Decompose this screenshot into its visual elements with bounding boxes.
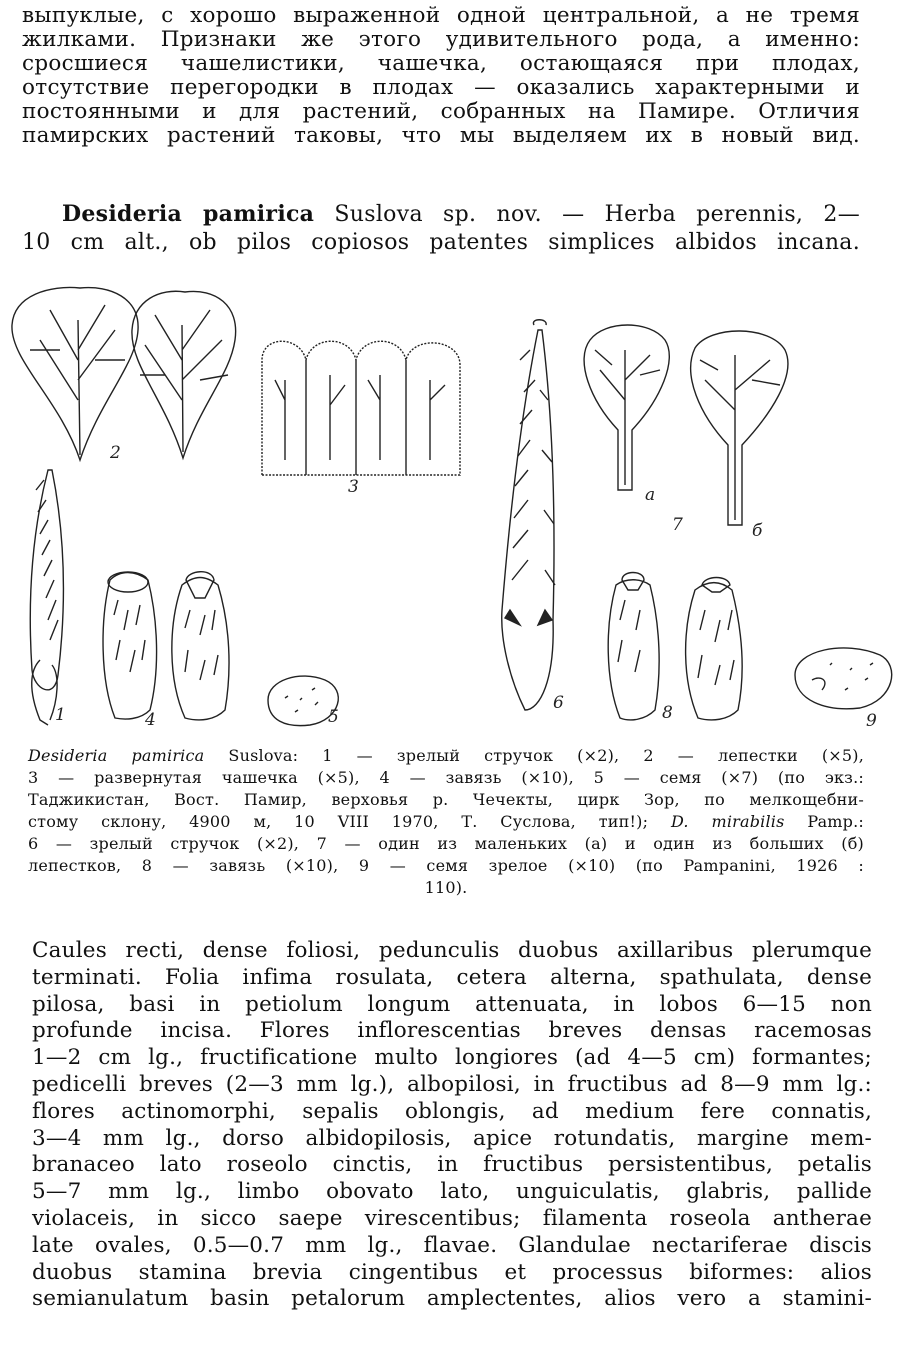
figure-caption <box>28 745 864 899</box>
caption-line: 6 — зрелый стручок (×2), 7 — один из маленьких (а) и один из больших (б) <box>28 834 864 853</box>
text-line: 1—2 cm lg., fructificatione multo longiores (ad 4—5 cm) formantes; <box>32 1045 872 1071</box>
text-line: 3—4 mm lg., dorso albidopilosis, apice rotundatis, margine mem- <box>32 1125 872 1151</box>
petal-drawing <box>132 291 236 458</box>
diagnosis-text: Suslova sp. nov. — Herba perennis, 2— <box>314 202 860 227</box>
text-line: жилками. Признаки же этого удивительного рода, а именно: <box>22 27 860 52</box>
caption-text: стому склону, 4900 м, 10 VIII 1970, Т. Суслова, тип!); <box>28 812 671 831</box>
botanical-illustration <box>0 280 900 740</box>
petal-drawing <box>691 331 788 525</box>
ovary-drawing <box>608 573 659 720</box>
figure-label: 8 <box>662 703 673 723</box>
latin-description <box>32 938 872 1313</box>
figure-label: 7 <box>672 515 683 535</box>
species-diagnosis <box>22 200 860 257</box>
seed-drawing <box>795 648 892 709</box>
figure-label: а <box>645 485 656 505</box>
text-line: pilosa, basi in petiolum longum attenuata, in lobos 6—15 non <box>32 991 872 1017</box>
text-line: flores actinomorphi, sepalis oblongis, ad medium fere connatis, <box>32 1098 872 1124</box>
caption-species: Desideria pamirica <box>28 746 205 765</box>
silique-drawing <box>502 320 555 710</box>
petal-drawing <box>584 325 669 490</box>
species-name: Desideria pamirica <box>62 201 315 227</box>
silique-drawing <box>30 470 63 725</box>
intro-paragraph <box>22 4 860 148</box>
text-line: памирских растений таковы, что мы выделяем их в новый вид. <box>22 123 860 148</box>
figure-label: б <box>752 521 763 541</box>
caption-text: Suslova: 1 — зрелый стручок (×2), 2 — лепестки (×5), <box>204 746 864 765</box>
figure-label: 6 <box>553 693 564 713</box>
text-line: сросшиеся чашелистики, чашечка, остающаяся при плодах, <box>22 51 860 76</box>
diagnosis-line-1 <box>22 200 860 229</box>
text-line: branaceo lato roseolo cinctis, in fructibus persistentibus, petalis <box>32 1152 872 1178</box>
figure-label: 3 <box>348 477 359 497</box>
text-line: Caules recti, dense foliosi, pedunculis duobus axillaribus plerumque <box>32 938 872 963</box>
ovary-drawing <box>103 572 157 719</box>
caption-text: Pamp.: <box>784 812 864 831</box>
figure-label: 1 <box>55 705 66 725</box>
petal-drawing <box>12 287 138 460</box>
figure-label: 9 <box>866 711 877 731</box>
caption-species: D. mirabilis <box>670 812 785 831</box>
figure-label: 5 <box>328 707 339 727</box>
text-line: duobus stamina brevia cingentibus et processus biformes: alios <box>32 1259 872 1285</box>
caption-line: Таджикистан, Вост. Памир, верховья р. Чечекты, цирк Зор, по мелкощебни- <box>28 790 864 809</box>
figure-label: 4 <box>145 710 156 730</box>
caption-line: 110). <box>424 878 468 897</box>
ovary-drawing <box>172 572 229 720</box>
diagnosis-line-2: 10 cm alt., ob pilos copiosos patentes simplices albidos incana. <box>22 230 860 255</box>
caption-line: лепестков, 8 — завязь (×10), 9 — семя зрелое (×10) (по Pampanini, 1926 : <box>28 856 864 875</box>
ovary-drawing <box>686 578 743 720</box>
text-line: 5—7 mm lg., limbo obovato lato, unguiculatis, glabris, pallide <box>32 1179 872 1205</box>
text-line: violaceis, in sicco saepe virescentibus; filamenta roseola antherae <box>32 1205 872 1231</box>
figure-label: 2 <box>110 443 121 463</box>
text-line: отсутствие перегородки в плодах — оказались характерными и <box>22 75 860 100</box>
text-line: pedicelli breves (2—3 mm lg.), albopilosi, in fructibus ad 8—9 mm lg.: <box>32 1071 872 1097</box>
text-line: late ovales, 0.5—0.7 mm lg., flavae. Glandulae nectariferae discis <box>32 1232 872 1258</box>
text-line: постоянными и для растений, собранных на Памире. Отличия <box>22 99 860 124</box>
caption-line: 3 — развернутая чашечка (×5), 4 — завязь (×10), 5 — семя (×7) (по экз.: <box>28 768 864 787</box>
text-line: semianulatum basin petalorum amplectentes, alios vero a stamini- <box>32 1286 872 1312</box>
caption-line <box>28 745 864 767</box>
caption-line <box>28 811 864 833</box>
text-line: profunde incisa. Flores inflorescentias breves densas racemosas <box>32 1018 872 1044</box>
text-line: terminati. Folia infima rosulata, cetera alterna, spathulata, dense <box>32 964 872 990</box>
calyx-drawing <box>262 341 460 475</box>
text-line: выпуклые, с хорошо выраженной одной центральной, а не тремя <box>22 3 860 28</box>
